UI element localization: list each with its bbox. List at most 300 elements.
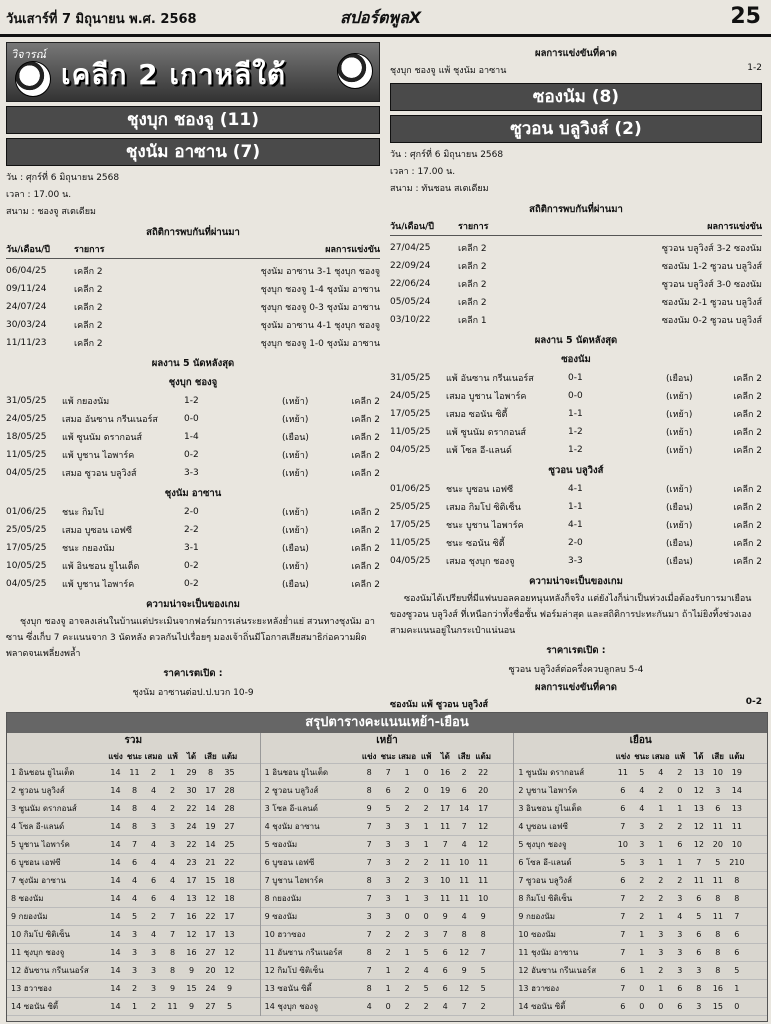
analysis-title: ความน่าจะเป็นของเกม (529, 576, 623, 587)
stat-cell: 2 (404, 930, 410, 939)
match-time: เวลา : 17.00 น. (6, 190, 72, 200)
form-comp: เคลีก 2 (351, 562, 380, 572)
stat-cell: 2 (423, 804, 429, 813)
stat-cell: 9 (188, 1002, 195, 1011)
column-header: ได้ (186, 751, 197, 761)
list-item (390, 552, 762, 570)
analysis-text: ชุงบุก ชองจู อาจลงเล่นในบ้านแต่ประเมินจากฟอร์มการเล่นระยะหลังย่ำแย่ สวนทางชุงนัม อาซาน ซึ่งเก็บ 7 คะแนนจาก 3 นัดหลัง ดวลกันไปเรื่อยๆ มองเจ้าถิ่นมีโอกาสเสียสมาธิก่อความผิดพลาดจนเพลี่ยงพล้ำ (6, 617, 375, 659)
stat-cell: 8 (169, 966, 176, 975)
h2h-title: สถิติการพบกันที่ผ่านมา (146, 227, 240, 238)
form-date: 24/05/25 (390, 391, 431, 401)
stat-cell: 14 (205, 804, 216, 813)
team-name: 10 ซองนัม (518, 930, 556, 939)
stat-cell: 10 (617, 840, 628, 849)
form-result: ชนะ บูชาน ไอพาร์ค (446, 521, 524, 531)
stat-cell: 4 (423, 966, 429, 975)
h2h-comp: เคลีก 2 (458, 280, 487, 290)
stat-cell: 14 (110, 984, 121, 993)
stat-cell: 7 (442, 840, 448, 849)
stat-cell: 11 (712, 822, 723, 831)
column-header: แพ้ (167, 751, 178, 761)
stat-cell: 20 (712, 840, 723, 849)
stat-cell: 7 (461, 822, 467, 831)
h2h-result: ซองนัม 0-2 ซูวอน บลูวิงส์ (661, 316, 762, 326)
stat-cell: 25 (224, 840, 235, 849)
stat-cell: 3 (696, 1002, 702, 1011)
h2h-header (390, 219, 762, 236)
prediction-score: 0-2 (745, 697, 762, 707)
stat-cell: 3 (658, 948, 664, 957)
league-banner (6, 42, 380, 102)
form-result: แพ้ บูชาน ไอพาร์ค (62, 451, 135, 461)
form-venue: (เหย้า) (666, 428, 693, 438)
form-venue: (เยือน) (666, 539, 693, 549)
list-item (390, 405, 762, 423)
h2h-date: 30/03/24 (6, 320, 47, 330)
stat-cell: 6 (620, 966, 626, 975)
stat-cell: 8 (366, 984, 372, 993)
stat-cell: 27 (205, 948, 216, 957)
form-venue: (เยือน) (282, 544, 309, 554)
stat-cell: 0 (423, 786, 429, 795)
stat-cell: 3 (677, 948, 683, 957)
stat-cell: 14 (110, 804, 121, 813)
stat-cell: 14 (110, 930, 121, 939)
form-result: แพ้ อันซาน กรีนเนอร์ส (446, 374, 534, 384)
stat-cell: 6 (385, 786, 391, 795)
stat-cell: 3 (677, 894, 683, 903)
stat-cell: 1 (658, 984, 664, 993)
stat-cell: 2 (677, 822, 683, 831)
stat-cell: 11 (693, 876, 704, 885)
form-score: 1-2 (568, 427, 583, 437)
stat-cell: 19 (205, 822, 216, 831)
form-date: 18/05/25 (6, 432, 47, 442)
stat-cell: 7 (620, 948, 626, 957)
form-score: 0-1 (568, 373, 583, 383)
table-row (261, 926, 514, 944)
form-result: ชนะ กิมโป (62, 508, 104, 518)
table-row (390, 311, 762, 329)
team-name: 2 ซูวอน บลูวิงส์ (264, 786, 319, 795)
stat-cell: 2 (404, 876, 410, 885)
stat-cell: 7 (366, 858, 372, 867)
form-venue: (เหย้า) (282, 508, 309, 518)
form-home-list (6, 392, 380, 482)
odds-title: ราคาเรตเปิด : (546, 645, 606, 656)
stat-cell: 16 (186, 948, 197, 957)
table-row (514, 782, 767, 800)
stat-cell: 12 (693, 822, 704, 831)
table-row (261, 872, 514, 890)
stat-cell: 7 (442, 930, 448, 939)
form-venue: (เยือน) (666, 503, 693, 513)
column-header: แข่ง (108, 751, 123, 761)
stat-cell: 20 (205, 966, 216, 975)
stat-cell: 2 (150, 768, 157, 777)
table-row (514, 836, 767, 854)
stat-cell: 5 (423, 948, 429, 957)
stat-cell: 16 (186, 912, 197, 921)
stat-cell: 12 (205, 894, 216, 903)
list-item (6, 503, 380, 521)
stat-cell: 2 (404, 804, 410, 813)
list-item (6, 575, 380, 593)
stat-cell: 12 (459, 948, 470, 957)
stat-cell: 14 (110, 1002, 121, 1011)
stat-cell: 9 (366, 804, 372, 813)
odds-text: ชุงนัม อาซานต่อป.ป.บวก 10-9 (132, 688, 254, 698)
standings-title: สรุปตารางคะแนนเหย้า-เยือน (7, 713, 767, 733)
h2h-date: 27/04/25 (390, 243, 431, 253)
stat-cell: 6 (677, 1002, 683, 1011)
team-name: 2 ซูวอน บลูวิงส์ (11, 786, 65, 795)
stat-cell: 3 (131, 948, 138, 957)
stat-cell: 12 (478, 840, 489, 849)
form-away-title: ซูวอน บลูวิงส์ (548, 465, 604, 476)
stat-cell: 5 (131, 912, 138, 921)
table-row (261, 764, 514, 782)
stat-cell: 1 (385, 984, 391, 993)
stat-cell: 0 (423, 912, 429, 921)
match-venue: สนาม : ชองจู สเตเดียม (6, 207, 96, 217)
team-name: 12 กิมโป ซิติเซ็น (264, 966, 324, 975)
form-date: 17/05/25 (390, 409, 431, 419)
h2h-date: 09/11/24 (6, 284, 47, 294)
form-date: 24/05/25 (6, 414, 47, 424)
form-result: แพ้ บูชาน ไอพาร์ค (62, 580, 135, 590)
odds-text: ซูวอน บลูวิงส์ต่อครึ่งควบลูกลบ 5-4 (508, 665, 644, 675)
team-name: 4 โซล อี-แลนด์ (11, 822, 65, 831)
stat-cell: 1 (639, 966, 645, 975)
standings-panel (6, 712, 768, 1022)
stat-cell: 4 (150, 786, 157, 795)
team-name: 8 ซองนัม (11, 894, 44, 903)
stat-cell: 2 (385, 948, 391, 957)
table-row (6, 334, 380, 352)
column-header: ชนะ (126, 751, 143, 761)
stat-cell: 15 (205, 876, 216, 885)
form-score: 0-0 (184, 414, 199, 424)
stat-cell: 5 (480, 966, 486, 975)
stat-cell: 1 (658, 840, 664, 849)
h2h-date: 22/06/24 (390, 279, 431, 289)
column-header: เสีย (204, 751, 217, 761)
h2h-comp: เคลีก 2 (74, 339, 103, 349)
stat-cell: 11 (440, 858, 451, 867)
team-name: 6 บูซอน เอฟซี (264, 858, 315, 867)
stat-cell: 0 (423, 768, 429, 777)
team-name: 5 ชุงบุก ชองจู (518, 840, 567, 849)
form-result: เสมอ บูชาน ไอพาร์ค (446, 392, 527, 402)
stat-cell: 8 (715, 948, 721, 957)
form-venue: (เยือน) (666, 557, 693, 567)
stat-cell: 6 (620, 1002, 626, 1011)
stat-cell: 4 (658, 768, 664, 777)
stat-cell: 21 (205, 858, 216, 867)
stat-cell: 3 (639, 822, 645, 831)
form-comp: เคลีก 2 (733, 557, 762, 567)
stat-cell: 3 (150, 984, 157, 993)
form-away-list (390, 480, 762, 570)
table-title: รวม (124, 735, 143, 746)
stat-cell: 0 (385, 1002, 391, 1011)
form-comp: เคลีก 2 (733, 410, 762, 420)
stat-cell: 4 (150, 858, 157, 867)
table-row (261, 890, 514, 908)
team-name: 11 อันซาน กรีนเนอร์ส (264, 948, 343, 957)
form-date: 25/05/25 (390, 502, 431, 512)
team-name: 14 ชุงบุก ชองจู (264, 1002, 319, 1011)
stat-cell: 11 (440, 822, 451, 831)
h2h-date: 05/05/24 (390, 297, 431, 307)
stat-cell: 14 (110, 786, 121, 795)
stat-cell: 2 (423, 858, 429, 867)
table-row (7, 998, 260, 1016)
stat-cell: 7 (169, 912, 176, 921)
stat-cell: 6 (677, 840, 683, 849)
list-item (390, 480, 762, 498)
h2h-comp: เคลีก 2 (74, 285, 103, 295)
h2h-comp: เคลีก 2 (74, 267, 103, 277)
stat-cell: 9 (188, 966, 195, 975)
prediction (390, 697, 762, 711)
team-name: 1 ซูนนัม ดรากอนส์ (518, 768, 585, 777)
form-away-list (6, 503, 380, 593)
column-header: แข่ง (615, 751, 631, 761)
stat-cell: 6 (442, 966, 448, 975)
table-row (514, 998, 767, 1016)
stat-cell: 14 (110, 840, 121, 849)
kicker-label: วิจารณ์ (11, 48, 46, 61)
team-name: 1 อินชอน ยูไนเต็ด (264, 768, 329, 777)
stat-cell: 14 (110, 894, 121, 903)
table-row (261, 782, 514, 800)
stat-cell: 6 (734, 948, 740, 957)
away-team-bar: ชุงนัม อาซาน (7) (6, 138, 380, 166)
stat-cell: 6 (131, 858, 138, 867)
stat-cell: 3 (658, 930, 664, 939)
prev-prediction-title: ผลการแข่งขันที่คาด (535, 48, 617, 59)
stat-cell: 14 (731, 786, 742, 795)
stat-cell: 8 (131, 786, 138, 795)
stat-cell: 6 (620, 804, 626, 813)
stat-cell: 210 (729, 858, 745, 867)
home-table (261, 733, 515, 1016)
stat-cell: 12 (186, 930, 197, 939)
form-score: 1-1 (568, 409, 583, 419)
league-title: เคลีก 2 เกาหลีใต้ (61, 58, 287, 91)
stat-cell: 7 (366, 894, 372, 903)
stat-cell: 30 (186, 786, 197, 795)
football-icon (337, 53, 373, 89)
list-item (6, 539, 380, 557)
home-team-bar: ชุงบุก ชองจู (11) (6, 106, 380, 134)
stat-cell: 14 (459, 804, 470, 813)
table-row (261, 818, 514, 836)
table-row (514, 818, 767, 836)
stat-cell: 2 (677, 876, 683, 885)
stat-cell: 3 (385, 822, 391, 831)
form-venue: (เยือน) (666, 374, 693, 384)
form-score: 1-4 (184, 432, 199, 442)
list-item (390, 387, 762, 405)
form-date: 04/05/25 (6, 579, 47, 589)
stat-cell: 4 (442, 1002, 448, 1011)
stat-cell: 8 (131, 822, 138, 831)
stat-cell: 6 (150, 876, 157, 885)
stat-cell: 3 (131, 966, 138, 975)
stat-cell: 8 (715, 966, 721, 975)
team-name: 8 กยองนัม (264, 894, 302, 903)
column-header: แต้ม (221, 751, 238, 761)
stat-cell: 5 (480, 984, 486, 993)
stat-cell: 11 (440, 894, 451, 903)
page-number: 25 (730, 4, 761, 29)
table-row (390, 257, 762, 275)
team-name: 2 บูชาน ไอพาร์ค (518, 786, 578, 795)
stat-cell: 4 (639, 804, 645, 813)
stat-cell: 4 (169, 894, 176, 903)
stat-cell: 2 (131, 984, 138, 993)
table-row (7, 926, 260, 944)
form-comp: เคลีก 2 (351, 397, 380, 407)
stat-cell: 2 (404, 858, 410, 867)
team-name: 14 ซอนัน ซิตี้ (518, 1002, 566, 1011)
stat-cell: 1 (658, 912, 664, 921)
form-date: 04/05/25 (390, 556, 431, 566)
stat-cell: 1 (658, 858, 664, 867)
h2h-head-comp: รายการ (458, 222, 489, 232)
stat-cell: 4 (461, 840, 467, 849)
stat-cell: 4 (639, 786, 645, 795)
h2h-list (390, 239, 762, 329)
stat-cell: 22 (478, 768, 489, 777)
stat-cell: 8 (696, 984, 702, 993)
table-header-row (514, 749, 767, 764)
stat-cell: 4 (150, 840, 157, 849)
stat-cell: 7 (366, 930, 372, 939)
stat-cell: 17 (186, 876, 197, 885)
form-result: แพ้ โซล อี-แลนด์ (446, 446, 512, 456)
column-header: ชนะ (380, 751, 396, 761)
stat-cell: 29 (186, 768, 197, 777)
stat-cell: 6 (696, 894, 702, 903)
stat-cell: 5 (715, 858, 721, 867)
stat-cell: 17 (205, 786, 216, 795)
h2h-head-comp: รายการ (74, 245, 105, 255)
column-header: ชนะ (634, 751, 650, 761)
match-venue: สนาม : ทันชอน สเตเดียม (390, 184, 489, 194)
stat-cell: 2 (658, 894, 664, 903)
stat-cell: 7 (366, 966, 372, 975)
stat-cell: 24 (205, 984, 216, 993)
form-score: 3-3 (568, 556, 583, 566)
h2h-head-date: วัน/เดือน/ปี (6, 245, 50, 255)
stat-cell: 14 (110, 876, 121, 885)
stat-cell: 1 (423, 840, 429, 849)
h2h-date: 06/04/25 (6, 266, 47, 276)
stat-cell: 2 (404, 1002, 410, 1011)
team-name: 8 กิมโป ซิติเซ็น (518, 894, 573, 903)
stat-cell: 17 (478, 804, 489, 813)
h2h-comp: เคลีก 1 (458, 316, 487, 326)
stat-cell: 4 (131, 894, 138, 903)
h2h-title: สถิติการพบกันที่ผ่านมา (529, 204, 623, 215)
stat-cell: 2 (150, 1002, 157, 1011)
form-comp: เคลีก 2 (351, 526, 380, 536)
h2h-result: ซองนัม 1-2 ซูวอน บลูวิงส์ (661, 262, 762, 272)
stat-cell: 17 (224, 912, 235, 921)
stat-cell: 7 (480, 948, 486, 957)
stat-cell: 13 (693, 804, 704, 813)
team-name: 11 ชุงบุก ชองจู (11, 948, 65, 957)
stat-cell: 8 (715, 930, 721, 939)
team-name: 13 ฮวาซอง (518, 984, 560, 993)
page-header (0, 0, 771, 40)
stat-cell: 11 (712, 912, 723, 921)
team-name: 13 ฮวาซอง (11, 984, 52, 993)
match-date: วัน : ศุกร์ที่ 6 มิถุนายน 2568 (6, 173, 120, 183)
stat-cell: 2 (169, 786, 176, 795)
form-score: 3-1 (184, 543, 199, 553)
list-item (390, 441, 762, 459)
h2h-date: 24/07/24 (6, 302, 47, 312)
stat-cell: 0 (404, 912, 410, 921)
stat-cell: 18 (224, 894, 235, 903)
table-title: เหย้า (376, 735, 398, 746)
stat-cell: 2 (169, 804, 176, 813)
stat-cell: 11 (167, 1002, 178, 1011)
h2h-date: 03/10/22 (390, 315, 431, 325)
table-row (390, 293, 762, 311)
list-item (390, 516, 762, 534)
stat-cell: 3 (150, 822, 157, 831)
form-comp: เคลีก 2 (733, 392, 762, 402)
list-item (6, 410, 380, 428)
stat-cell: 9 (461, 966, 467, 975)
table-row (514, 962, 767, 980)
table-row (7, 944, 260, 962)
table-row (261, 962, 514, 980)
stat-cell: 8 (366, 876, 372, 885)
odds-title: ราคาเรตเปิด : (163, 668, 223, 679)
list-item (390, 498, 762, 516)
stat-cell: 5 (696, 912, 702, 921)
form-date: 31/05/25 (390, 373, 431, 383)
h2h-result: ชุงบุก ชองจู 0-3 ชุงนัม อาซาน (260, 303, 380, 313)
form-comp: เคลีก 2 (733, 503, 762, 513)
stat-cell: 3 (677, 966, 683, 975)
team-name: 3 โซล อี-แลนด์ (264, 804, 318, 813)
analysis-text: ซองนัมได้เปรียบที่มีแฟนบอลคอยหนุนหลังก็จริง แต่ยังไงก็น่าเป็นห่วงเมื่อต้องรับการมาเยือนของซูวอน บลูวิงส์ ที่เหนือกว่าทั้งชื่อชั้น ฟอร์มล่าสุด และสถิติการปะทะกันมา ถ้าไม่ยิงทิ้งช่วงเอง สามคะแนนอยู่ในกระเป๋าแน่นอน (390, 594, 752, 636)
stat-cell: 9 (442, 912, 448, 921)
form-score: 1-1 (568, 502, 583, 512)
table-row (514, 980, 767, 998)
list-item (390, 423, 762, 441)
form-result: แพ้ อินชอน ยูไนเต็ด (62, 562, 140, 572)
stat-cell: 14 (110, 768, 121, 777)
stat-cell: 3 (696, 966, 702, 975)
table-row (6, 298, 380, 316)
column-header: แพ้ (674, 751, 686, 761)
stat-cell: 4 (677, 912, 683, 921)
analysis-title: ความน่าจะเป็นของเกม (146, 599, 240, 610)
form-venue: (เหย้า) (282, 526, 309, 536)
match-info (6, 170, 380, 221)
column-header: แพ้ (420, 751, 432, 761)
form-date: 01/06/25 (390, 484, 431, 494)
